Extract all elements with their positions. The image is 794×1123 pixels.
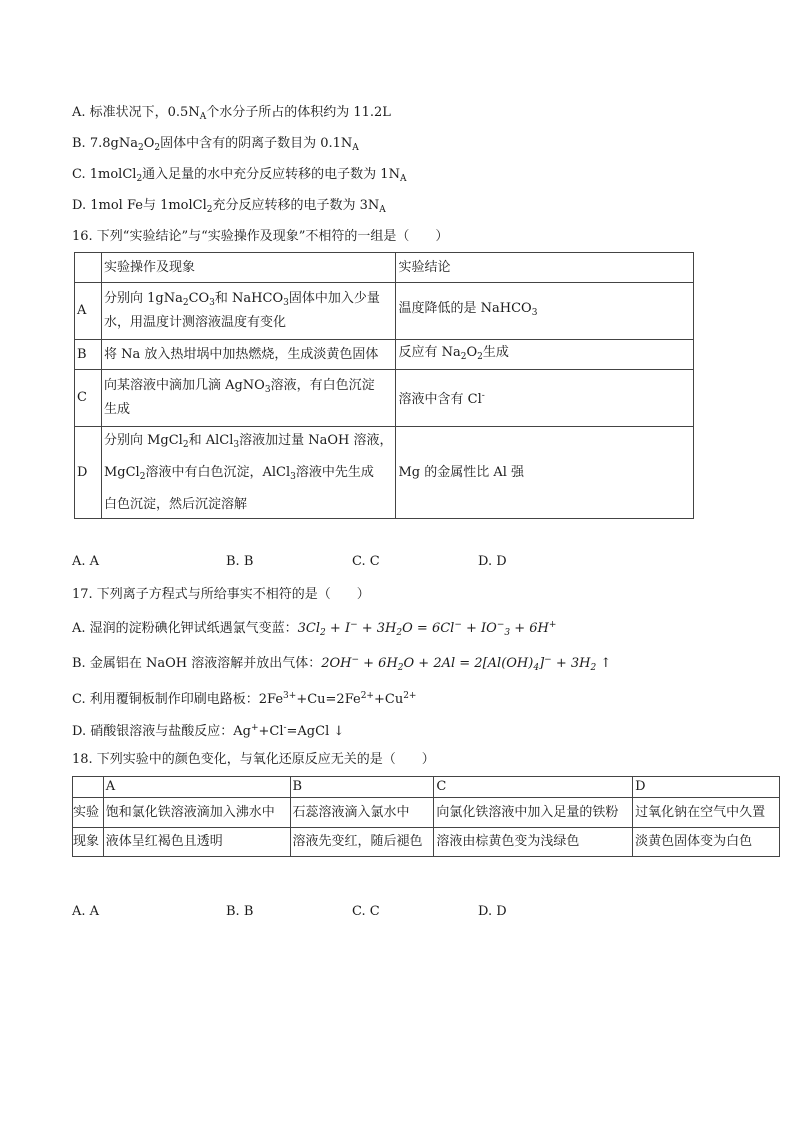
q17-option-d: D. 硝酸银溶液与盐酸反应：Ag++Cl-=AgCl ↓ (72, 723, 345, 739)
q18-cell: 向氯化铁溶液中加入足量的铁粉 (434, 798, 633, 828)
q16-header-cell: 实验结论 (396, 253, 694, 283)
q18-cell: 淡黄色固体变为白色 (633, 828, 780, 857)
q15-option-c: C. 1molCl$_2$通入足量的水中充分反应转移的电子数为 $1N_A$ (72, 167, 407, 184)
q15-option-d: D. 1mol Fe与 1molCl$_2$充分反应转移的电子数为 $3N_A$ (72, 198, 386, 215)
q16-header-cell: 实验操作及现象 (101, 253, 396, 283)
q16-row-operation: 分别向 MgCl$_2$和 AlCl$_3$溶液加过量 NaOH 溶液， MgCl$_2$溶液中有白色沉淀，AlCl$_3$溶液中先生成 白色沉淀，然后沉淀溶解 (101, 427, 396, 519)
q18-header-cell: B (290, 777, 434, 798)
q18-option-c: C. C (352, 904, 380, 919)
q16-row-conclusion: 反应有 $Na_2O_2$生成 (396, 340, 694, 370)
q18-table (72, 776, 780, 857)
q18-header-cell (73, 777, 104, 798)
q15-option-b: B. $7.8gNa_2O_2$固体中含有的阴离子数目为 $0.1N_A$ (72, 136, 359, 153)
q17-equation-a: $3Cl_2 + I^- + 3H_2O = 6Cl^- + IO^-_3 + 6H^+$ (297, 620, 557, 638)
q16-row-key: B (75, 340, 102, 370)
q16-row-key: A (75, 283, 102, 340)
q18-cell: 饱和氯化铁溶液滴加入沸水中 (103, 798, 290, 828)
q16-option-c: C. C (352, 554, 380, 569)
q18-cell: 溶液由棕黄色变为浅绿色 (434, 828, 633, 857)
q17-stem: 17. 下列离子方程式与所给事实不相符的是（ ） (72, 587, 370, 602)
q18-cell: 溶液先变红，随后褪色 (290, 828, 434, 857)
q18-experiment-row (73, 798, 780, 828)
q16-table (74, 252, 694, 519)
q18-option-d: D. D (478, 904, 507, 919)
q18-cell: 石蕊溶液滴入氯水中 (290, 798, 434, 828)
q16-row-conclusion: 温度降低的是 NaHCO$_3$ (396, 283, 694, 340)
q16-option-d: D. D (478, 554, 507, 569)
q16-stem: 16. 下列“实验结论”与“实验操作及现象”不相符的一组是（ ） (72, 229, 449, 244)
q17-equation-b: $2OH^- + 6H_2O + 2Al = 2[Al(OH)_4]^- + 3H_2$ ↑ (321, 655, 612, 673)
q18-header-row (73, 777, 780, 798)
q18-row-label: 现象 (73, 828, 104, 857)
q16-row-conclusion: 溶液中含有 Cl- (396, 370, 694, 427)
q16-header-row (75, 253, 694, 283)
q18-header-cell: A (103, 777, 290, 798)
q16-row-d (75, 427, 694, 519)
q16-row-c (75, 370, 694, 427)
q18-phenomenon-row (73, 828, 780, 857)
q16-header-cell (75, 253, 102, 283)
q16-row-a (75, 283, 694, 340)
q16-row-operation: 分别向 $1gNa_2CO_3$和 NaHCO$_3$固体中加入少量 水，用温度计测溶液温度有变化 (101, 283, 396, 340)
q16-row-b (75, 340, 694, 370)
q16-row-key: C (75, 370, 102, 427)
q18-cell: 过氧化钠在空气中久置 (633, 798, 780, 828)
q18-cell: 液体呈红褐色且透明 (103, 828, 290, 857)
q18-header-cell: C (434, 777, 633, 798)
q15-option-a: A. 标准状况下，$0.5N_A$个水分子所占的体积约为 11.2L (72, 105, 391, 122)
q17-option-c: C. 利用覆铜板制作印刷电路板：$2Fe^{3+}+Cu=2Fe^{2+}+Cu^{2+}$ (72, 691, 417, 707)
q18-stem: 18. 下列实验中的颜色变化，与氧化还原反应无关的是（ ） (72, 752, 435, 767)
q16-row-operation: 向某溶液中滴加几滴 AgNO$_3$溶液，有白色沉淀 生成 (101, 370, 396, 427)
q16-row-key: D (75, 427, 102, 519)
q18-row-label: 实验 (73, 798, 104, 828)
q16-row-conclusion: Mg 的金属性比 Al 强 (396, 427, 694, 519)
q17-option-a: A. 湿润的淀粉碘化钾试纸遇氯气变蓝：$3Cl_2 + I^- + 3H_2O = 6Cl^- + IO^-_3 + 6H^+$ (72, 620, 557, 638)
q17-option-b: B. 金属铝在 NaOH 溶液溶解并放出气体：$2OH^- + 6H_2O + 2Al = 2[Al(OH)_4]^- + 3H_2$ ↑ (72, 655, 612, 673)
q18-option-a: A. A (72, 904, 100, 919)
q16-option-a: A. A (72, 554, 100, 569)
q16-row-operation: 将 Na 放入热坩埚中加热燃烧，生成淡黄色固体 (101, 340, 396, 370)
q18-header-cell: D (633, 777, 780, 798)
q16-option-b: B. B (226, 554, 254, 569)
q18-option-b: B. B (226, 904, 254, 919)
